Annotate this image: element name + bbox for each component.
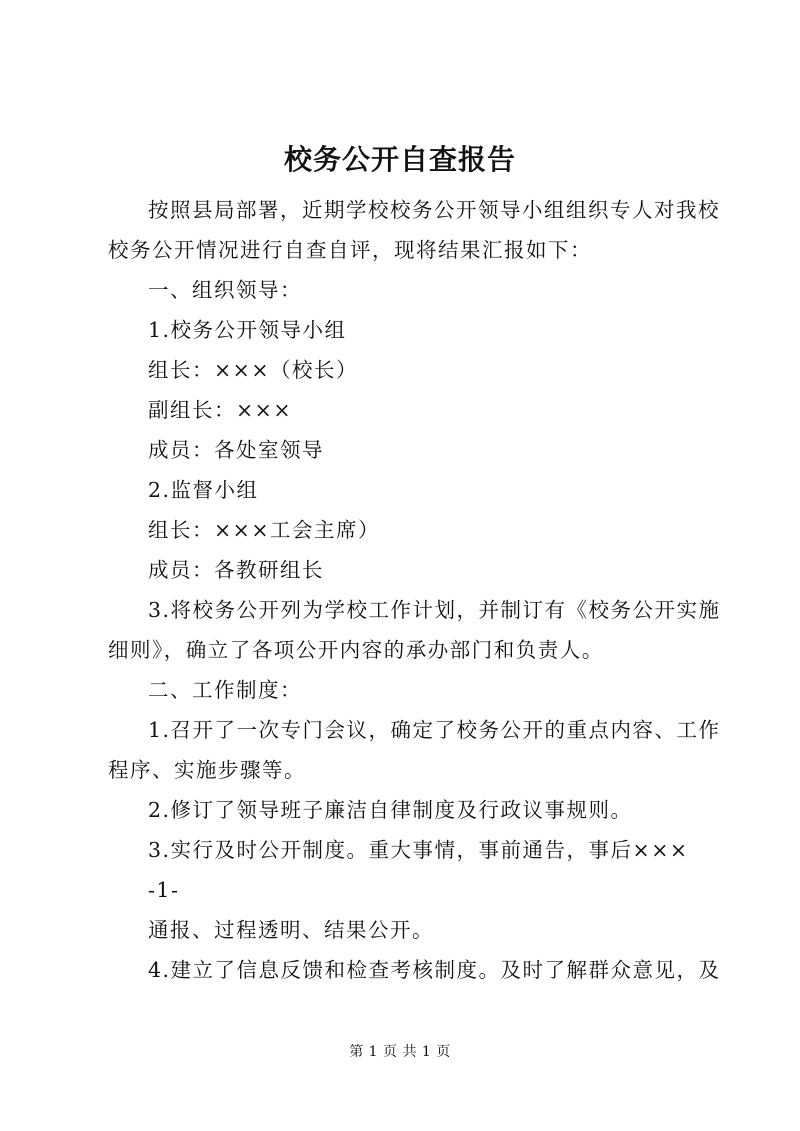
section-heading: 二、工作制度： (148, 678, 302, 702)
body-line: 通报、过程透明、结果公开。 (148, 918, 434, 942)
document-body (108, 190, 721, 990)
body-line: 组长：×××（校长） (148, 358, 359, 382)
body-line: 成员：各教研组长 (148, 558, 324, 582)
body-line: 2.监督小组 (148, 478, 259, 502)
body-line: 按照县局部署，近期学校校务公开领导小组组织专人对我校 (148, 198, 720, 222)
section-heading: 一、组织领导： (148, 278, 302, 302)
body-line: 1.召开了一次专门会议，确定了校务公开的重点内容、工作 (148, 718, 721, 742)
body-line: 组长：×××工会主席） (148, 518, 381, 542)
body-line: 3.将校务公开列为学校工作计划，并制订有《校务公开实施 (148, 598, 721, 622)
body-line: 程序、实施步骤等。 (108, 758, 306, 782)
inline-page-number: -1- (148, 878, 180, 902)
body-line: 成员：各处室领导 (148, 438, 324, 462)
body-line: 2.修订了领导班子廉洁自律制度及行政议事规则。 (148, 798, 633, 822)
body-line: 细则》，确立了各项公开内容的承办部门和负责人。 (108, 638, 604, 662)
page-footer: 第 1 页 共 1 页 (349, 1044, 451, 1060)
body-line: 副组长：××× (148, 398, 293, 422)
body-line: 3.实行及时公开制度。重大事情，事前通告，事后××× (148, 838, 689, 862)
document-title: 校务公开自查报告 (283, 143, 516, 176)
body-line: 4.建立了信息反馈和检查考核制度。及时了解群众意见，及 (148, 958, 721, 982)
body-line: 校务公开情况进行自查自评，现将结果汇报如下： (108, 238, 592, 262)
body-line: 1.校务公开领导小组 (148, 318, 347, 342)
